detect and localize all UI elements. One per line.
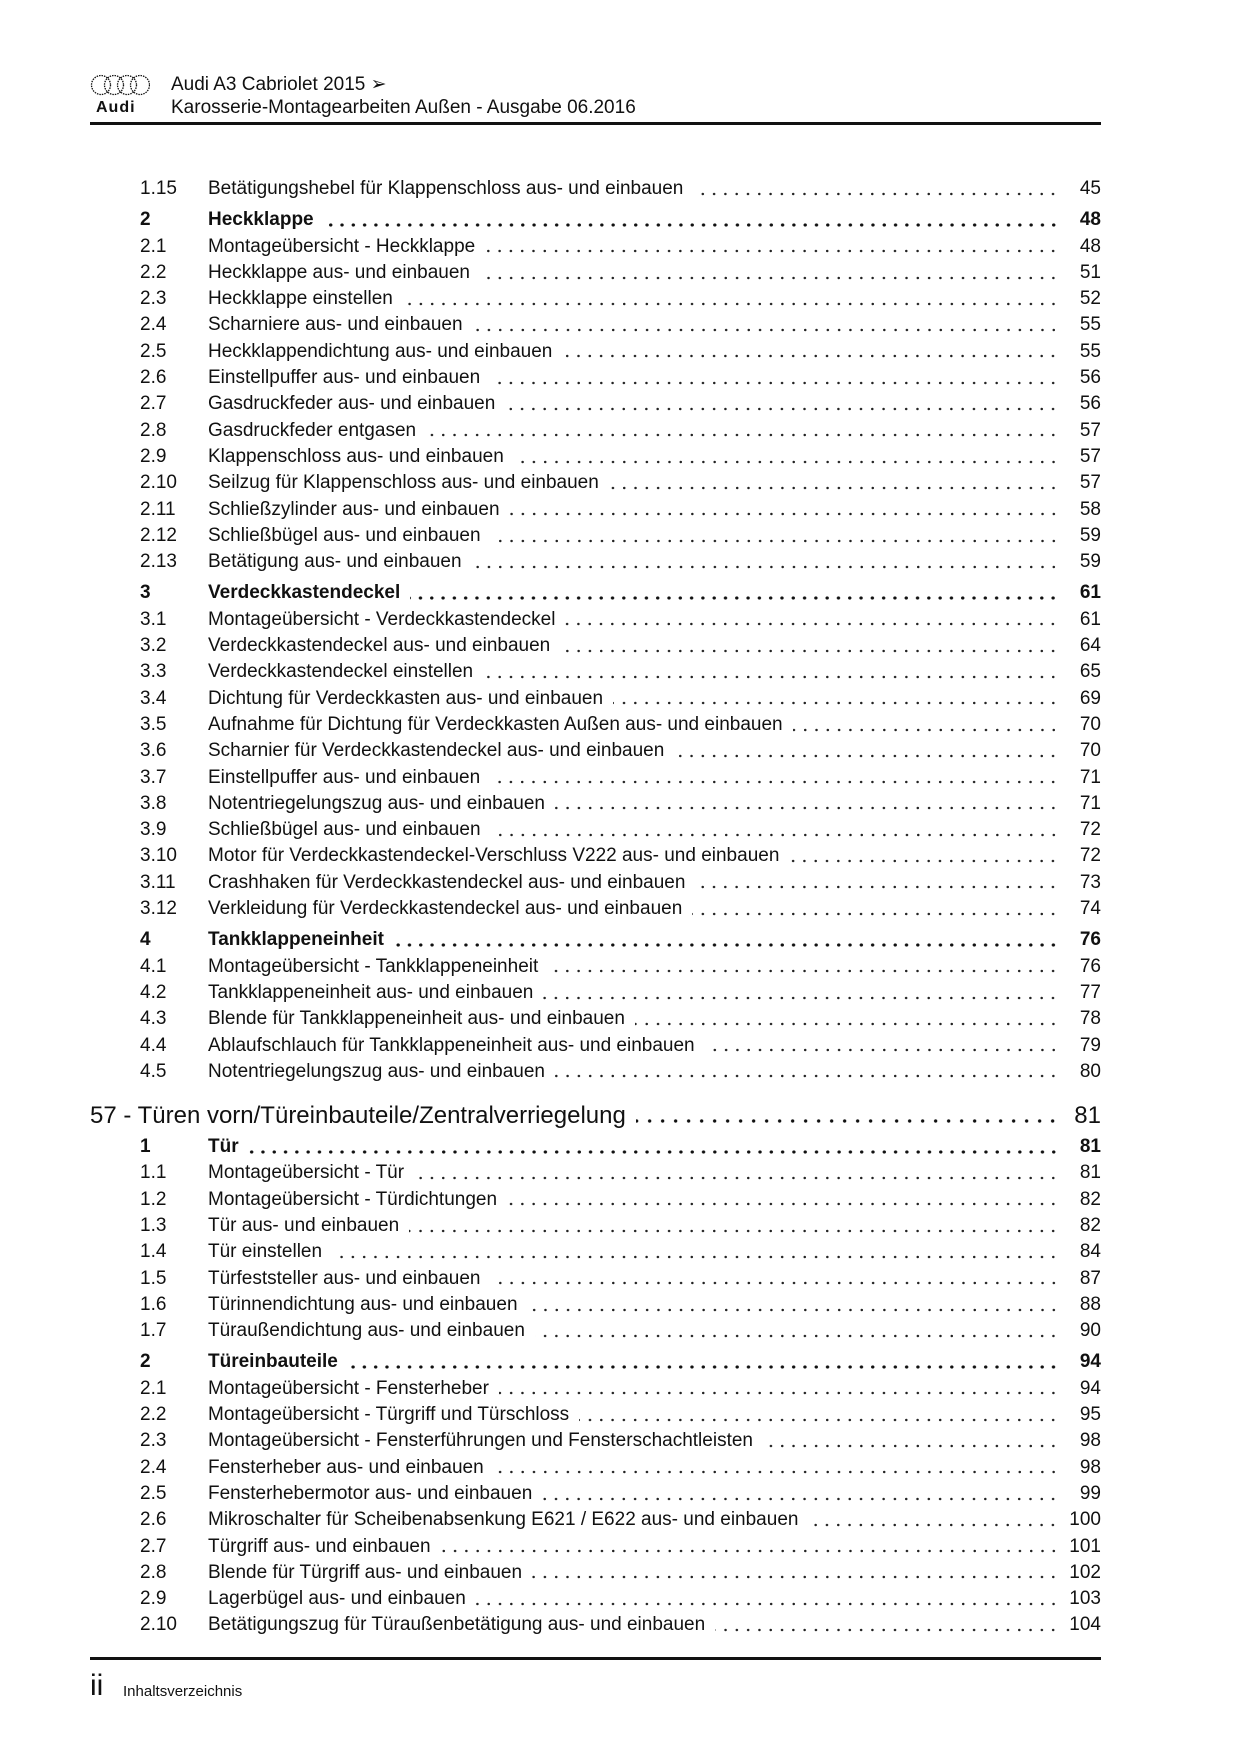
toc-entry-number: 2.7 [140,1535,167,1557]
toc-entry-number: 1.5 [140,1267,167,1289]
dot-leader [494,1470,1059,1474]
toc-entry-page: 81 [1079,1162,1101,1184]
dot-leader [763,1444,1059,1448]
toc-entry-title: Blende für Tankklappeneinheit aus- und einbauen [208,1008,625,1030]
toc-entry-title: Dichtung für Verdeckkasten aus- und einbauen [208,687,604,709]
toc-entry-title: Türinnendichtung aus- und einbauen [208,1293,518,1315]
toc-entry-page: 72 [1079,819,1101,841]
toc-entry-number: 3.10 [140,845,177,867]
toc-entry-number: 1.2 [140,1188,167,1210]
dot-leader [705,1048,1059,1052]
toc-entry-title: Montageübersicht - Verdeckkastendeckel [208,608,556,630]
toc-entry[interactable] [140,765,1101,791]
toc-entry[interactable] [140,1239,1101,1265]
toc-entry[interactable] [140,1586,1101,1612]
toc-entry-page: 76 [1079,929,1101,951]
toc-entry-title: Betätigungszug für Türaußenbetätigung aus- und einbauen [208,1614,706,1636]
toc-entry[interactable] [140,870,1101,896]
toc-entry-number: 3.12 [140,898,177,920]
toc-entry-number: 2.5 [140,340,167,362]
toc-entry-number: 2 [140,209,151,231]
toc-section[interactable] [140,1134,1101,1160]
toc-entry-page: 48 [1079,209,1101,231]
toc-entry-number: 3.7 [140,766,167,788]
toc-entry-number: 2.6 [140,367,167,389]
toc-entry-number: 2.3 [140,288,167,310]
dot-leader [636,1119,1059,1123]
toc-entry-number: 1.7 [140,1320,167,1342]
toc-entry[interactable] [140,633,1101,659]
toc-entry[interactable] [140,1292,1101,1318]
toc-entry-number: 2.12 [140,524,177,546]
toc-entry-title: Montageübersicht - Türgriff und Türschloss [208,1404,570,1426]
toc-entry-title: Verdeckkastendeckel aus- und einbauen [208,635,551,657]
toc-entry[interactable] [140,234,1101,260]
dot-leader [542,1497,1059,1501]
dot-leader [483,675,1059,679]
dot-leader [249,1150,1059,1154]
dot-leader [491,833,1059,837]
document-subtitle: Karosserie-Montagearbeiten Außen - Ausgabe 06.2016 [171,97,636,118]
toc-entry-page: 72 [1079,845,1101,867]
toc-entry-title: Betätigungshebel für Klappenschloss aus- und einbauen [208,178,684,199]
toc-entry-page: 95 [1079,1404,1101,1426]
toc-entry-title: Verdeckkastendeckel [208,582,401,604]
toc-entry-number: 3 [140,582,151,604]
toc-entry[interactable] [140,1033,1101,1059]
dot-leader [490,780,1059,784]
toc-entry-number: 3.6 [140,740,167,762]
toc-entry-page: 51 [1079,261,1101,283]
dot-leader [609,486,1059,490]
toc-entry-number: 1.6 [140,1293,167,1315]
dot-leader [562,354,1059,358]
toc-entry-page: 57 [1079,472,1101,494]
toc-entry-title: Fensterhebermotor aus- und einbauen [208,1482,533,1504]
toc-entry-page: 52 [1079,288,1101,310]
toc-entry-number: 2.8 [140,419,167,441]
toc-entry-title: Betätigung aus- und einbauen [208,551,462,573]
toc-entry-number: 1 [140,1136,151,1158]
dot-leader [808,1523,1059,1527]
toc-entry[interactable] [140,418,1101,444]
dot-leader [490,381,1059,385]
toc-entry-title: 57 - Türen vorn/Türeinbauteile/Zentralverriegelung [90,1102,626,1130]
toc-entry-page: 59 [1079,551,1101,573]
toc-entry-title: Notentriegelungszug aus- und einbauen [208,1060,545,1082]
dot-leader [635,1022,1059,1026]
toc-entry[interactable] [140,365,1101,391]
page-header [90,70,1101,125]
toc-entry-title: Tankklappeneinheit [208,929,384,951]
toc-entry-title: Gasdruckfeder entgasen [208,419,417,441]
toc-entry-number: 4 [140,929,151,951]
footer-label: Inhaltsverzeichnis [123,1683,243,1700]
dot-leader [491,1281,1060,1285]
toc-entry-title: Ablaufschlauch für Tankklappeneinheit aus- und einbauen [208,1034,695,1056]
dot-leader [613,701,1059,705]
toc-entry-title: Klappenschloss aus- und einbauen [208,445,504,467]
toc-entry-number: 1.15 [140,178,177,199]
dot-leader [693,192,1059,196]
toc-entry-page: 99 [1079,1482,1101,1504]
toc-entry-number: 2.1 [140,235,167,257]
toc-entry-number: 2.3 [140,1430,167,1452]
toc-entry[interactable] [140,738,1101,764]
dot-leader [473,328,1059,332]
toc-entry-number: 4.3 [140,1008,167,1030]
document-title: Audi A3 Cabriolet 2015 ➢ [171,74,387,95]
toc-entry-number: 2.4 [140,314,167,336]
toc-entry-page: 57 [1079,445,1101,467]
toc-entry-title: Notentriegelungszug aus- und einbauen [208,792,545,814]
toc-entry-page: 82 [1079,1188,1101,1210]
toc-entry-title: Blende für Türgriff aus- und einbauen [208,1561,523,1583]
toc-entry-title: Tür [208,1136,239,1158]
footer-page-number: ii [90,1669,104,1702]
toc-entry[interactable] [140,1481,1101,1507]
toc-entry-title: Lagerbügel aus- und einbauen [208,1588,466,1610]
toc-entry-title: Heckklappendichtung aus- und einbauen [208,340,553,362]
toc-entry[interactable] [140,659,1101,685]
toc-entry-page: 77 [1079,981,1101,1003]
toc-entry-title: Verkleidung für Verdeckkastendeckel aus- und einbauen [208,898,683,920]
toc-entry[interactable] [140,1455,1101,1481]
toc-entry-title: Schließbügel aus- und einbauen [208,524,481,546]
dot-leader [789,859,1059,863]
audi-brand-wordmark: Audi [96,99,136,116]
toc-entry-title: Fensterheber aus- und einbauen [208,1456,484,1478]
dot-leader [555,1074,1059,1078]
toc-entry-title: Einstellpuffer aus- und einbauen [208,766,481,788]
dot-leader [565,622,1059,626]
toc-entry-number: 2.2 [140,1404,167,1426]
table-of-contents [90,176,1101,1639]
toc-entry-title: Verdeckkastendeckel einstellen [208,661,474,683]
toc-entry[interactable] [140,444,1101,470]
toc-entry-title: Montageübersicht - Tür [208,1162,405,1184]
footer-divider [90,1657,1101,1660]
dot-leader [485,249,1059,253]
toc-entry[interactable] [140,954,1101,980]
toc-entry-number: 3.11 [140,871,176,893]
dot-leader [403,302,1059,306]
toc-section[interactable] [140,1349,1101,1375]
toc-entry-number: 4.5 [140,1060,167,1082]
toc-entry[interactable] [140,843,1101,869]
toc-entry-page: 59 [1079,524,1101,546]
dot-leader [560,649,1059,653]
toc-entry[interactable] [140,339,1101,365]
toc-entry[interactable] [140,1006,1101,1032]
toc-entry-number: 3.8 [140,792,167,814]
dot-leader [499,1391,1059,1395]
dot-leader [692,912,1059,916]
dot-leader [409,1229,1059,1233]
dot-leader [472,565,1059,569]
toc-entry-page: 100 [1069,1509,1101,1531]
toc-entry-number: 2.1 [140,1377,167,1399]
toc-entry-title: Montageübersicht - Heckklappe [208,235,476,257]
toc-entry-title: Crashhaken für Verdeckkastendeckel aus- und einbauen [208,871,686,893]
toc-entry-number: 3.3 [140,661,167,683]
dot-leader [441,1549,1059,1553]
toc-chapter[interactable] [90,1099,1101,1133]
toc-entry[interactable] [140,1402,1101,1428]
toc-entry-title: Aufnahme für Dichtung für Verdeckkasten Außen aus- und einbauen [208,713,783,735]
toc-entry-title: Türeinbauteile [208,1351,338,1373]
toc-entry-number: 2.7 [140,393,167,415]
dot-leader [674,754,1059,758]
dot-leader [491,539,1059,543]
toc-entry-title: Gasdruckfeder aus- und einbauen [208,393,496,415]
toc-entry[interactable] [140,896,1101,922]
toc-entry-page: 74 [1079,898,1101,920]
toc-entry[interactable] [140,1507,1101,1533]
toc-entry-title: Scharniere aus- und einbauen [208,314,463,336]
toc-entry-number: 1.4 [140,1241,167,1263]
toc-entry-page: 70 [1079,740,1101,762]
toc-entry-page: 98 [1079,1430,1101,1452]
toc-entry[interactable] [140,523,1101,549]
toc-entry-page: 71 [1079,766,1101,788]
toc-entry-title: Motor für Verdeckkastendeckel-Verschluss V222 aus- und einbauen [208,845,780,867]
toc-entry-page: 65 [1079,661,1101,683]
toc-entry-number: 3.2 [140,635,167,657]
toc-entry-page: 80 [1079,1060,1101,1082]
toc-entry-title: Mikroschalter für Scheibenabsenkung E621 / E622 aus- und einbauen [208,1509,799,1531]
toc-entry[interactable] [140,712,1101,738]
toc-entry-page: 61 [1079,608,1101,630]
toc-entry[interactable] [140,1428,1101,1454]
dot-leader [476,1602,1059,1606]
toc-entry-number: 2.4 [140,1456,167,1478]
toc-entry-page: 71 [1079,792,1101,814]
dot-leader [555,806,1059,810]
toc-entry-number: 1.1 [140,1162,167,1184]
toc-entry-number: 3.4 [140,687,167,709]
toc-entry-number: 4.1 [140,955,167,977]
audi-rings-logo-icon [90,74,150,96]
dot-leader [548,969,1059,973]
toc-entry-page: 81 [1074,1102,1101,1130]
dot-leader [543,996,1059,1000]
toc-entry[interactable] [140,1213,1101,1239]
toc-entry-page: 88 [1079,1293,1101,1315]
toc-entry-page: 55 [1079,314,1101,336]
toc-entry-title: Heckklappe aus- und einbauen [208,261,470,283]
toc-entry-page: 58 [1079,498,1101,520]
dot-leader [695,885,1059,889]
dot-leader [535,1334,1059,1338]
toc-entry[interactable] [140,260,1101,286]
toc-entry-page: 102 [1069,1561,1101,1583]
dot-leader [410,596,1059,600]
toc-entry[interactable] [140,607,1101,633]
dot-leader [324,223,1059,227]
toc-entry-page: 98 [1079,1456,1101,1478]
dot-leader [715,1628,1059,1632]
toc-entry-page: 101 [1069,1535,1101,1557]
toc-entry-page: 104 [1069,1614,1101,1636]
toc-entry[interactable] [140,312,1101,338]
toc-entry-page: 57 [1079,419,1101,441]
toc-entry[interactable] [140,286,1101,312]
toc-entry-page: 87 [1079,1267,1101,1289]
toc-entry-title: Montageübersicht - Tankklappeneinheit [208,955,539,977]
toc-entry-page: 64 [1079,635,1101,657]
dot-leader [528,1308,1059,1312]
toc-section[interactable] [140,207,1101,233]
dot-leader [579,1418,1059,1422]
toc-entry-number: 2.11 [140,498,176,520]
toc-entry[interactable] [140,1059,1101,1085]
toc-entry-number: 2.10 [140,1614,177,1636]
toc-entry[interactable] [140,391,1101,417]
toc-entry-title: Tür aus- und einbauen [208,1214,400,1236]
dot-leader [505,407,1059,411]
toc-entry-title: Türfeststeller aus- und einbauen [208,1267,481,1289]
toc-entry-number: 2 [140,1351,151,1373]
toc-entry-page: 73 [1079,871,1101,893]
toc-entry-title: Schließbügel aus- und einbauen [208,819,481,841]
toc-entry-title: Türgriff aus- und einbauen [208,1535,431,1557]
toc-entry[interactable] [140,497,1101,523]
toc-entry-number: 2.13 [140,551,177,573]
toc-entry-title: Montageübersicht - Türdichtungen [208,1188,498,1210]
toc-entry-title: Heckklappe [208,209,314,231]
toc-entry-page: 79 [1079,1034,1101,1056]
dot-leader [514,460,1059,464]
toc-entry-title: Seilzug für Klappenschloss aus- und einbauen [208,472,599,494]
toc-entry[interactable] [140,1160,1101,1186]
toc-section[interactable] [140,927,1101,953]
toc-entry-title: Türaußendichtung aus- und einbauen [208,1320,525,1342]
toc-entry-page: 94 [1079,1351,1101,1373]
toc-entry-title: Schließzylinder aus- und einbauen [208,498,500,520]
dot-leader [414,1176,1059,1180]
dot-leader [394,943,1059,947]
toc-entry-number: 4.4 [140,1034,167,1056]
toc-entry[interactable] [140,1560,1101,1586]
toc-entry[interactable] [140,1318,1101,1344]
dot-leader [507,1202,1059,1206]
toc-entry-title: Tür einstellen [208,1241,323,1263]
toc-entry-number: 2.6 [140,1509,167,1531]
toc-entry-title: Montageübersicht - Fensterheber [208,1377,489,1399]
toc-entry[interactable] [140,1376,1101,1402]
toc-entry-page: 61 [1079,582,1101,604]
toc-entry-number: 2.5 [140,1482,167,1504]
toc-entry-page: 69 [1079,687,1101,709]
toc-entry[interactable] [140,176,1101,202]
toc-entry[interactable] [140,1534,1101,1560]
toc-entry-title: Montageübersicht - Fensterführungen und Fensterschachtleisten [208,1430,753,1452]
toc-entry[interactable] [140,549,1101,575]
toc-entry[interactable] [140,686,1101,712]
dot-leader [426,433,1059,437]
toc-entry-page: 76 [1079,955,1101,977]
dot-leader [510,512,1059,516]
toc-entry-page: 84 [1079,1241,1101,1263]
toc-entry-number: 2.8 [140,1561,167,1583]
toc-entry-page: 56 [1079,367,1101,389]
toc-entry-page: 94 [1079,1377,1101,1399]
toc-entry-number: 3.5 [140,713,167,735]
toc-entry-page: 90 [1079,1320,1101,1342]
toc-entry[interactable] [140,980,1101,1006]
toc-entry-number: 2.9 [140,445,167,467]
toc-entry-page: 48 [1079,235,1101,257]
toc-entry[interactable] [140,791,1101,817]
toc-entry-page: 103 [1069,1588,1101,1610]
toc-entry-page: 70 [1079,713,1101,735]
toc-entry-page: 56 [1079,393,1101,415]
toc-entry-number: 2.9 [140,1588,167,1610]
toc-entry-page: 55 [1079,340,1101,362]
toc-entry-title: Scharnier für Verdeckkastendeckel aus- und einbauen [208,740,665,762]
toc-entry[interactable] [140,817,1101,843]
toc-entry-page: 81 [1079,1136,1101,1158]
toc-entry-number: 3.1 [140,608,167,630]
toc-entry-number: 1.3 [140,1214,167,1236]
toc-entry-page: 45 [1079,178,1101,199]
dot-leader [793,728,1059,732]
toc-entry-number: 3.9 [140,819,167,841]
dot-leader [480,276,1059,280]
toc-entry-title: Einstellpuffer aus- und einbauen [208,367,481,389]
toc-section[interactable] [140,580,1101,606]
toc-entry-number: 2.10 [140,472,177,494]
dot-leader [348,1365,1059,1369]
toc-entry-title: Tankklappeneinheit aus- und einbauen [208,981,534,1003]
toc-entry-number: 4.2 [140,981,167,1003]
toc-entry[interactable] [140,470,1101,496]
toc-entry[interactable] [140,1187,1101,1213]
toc-entry-number: 2.2 [140,261,167,283]
toc-entry-page: 82 [1079,1214,1101,1236]
toc-entry[interactable] [140,1612,1101,1638]
dot-leader [332,1255,1059,1259]
toc-entry-title: Heckklappe einstellen [208,288,393,310]
dot-leader [532,1575,1059,1579]
toc-entry[interactable] [140,1266,1101,1292]
toc-entry-page: 78 [1079,1008,1101,1030]
